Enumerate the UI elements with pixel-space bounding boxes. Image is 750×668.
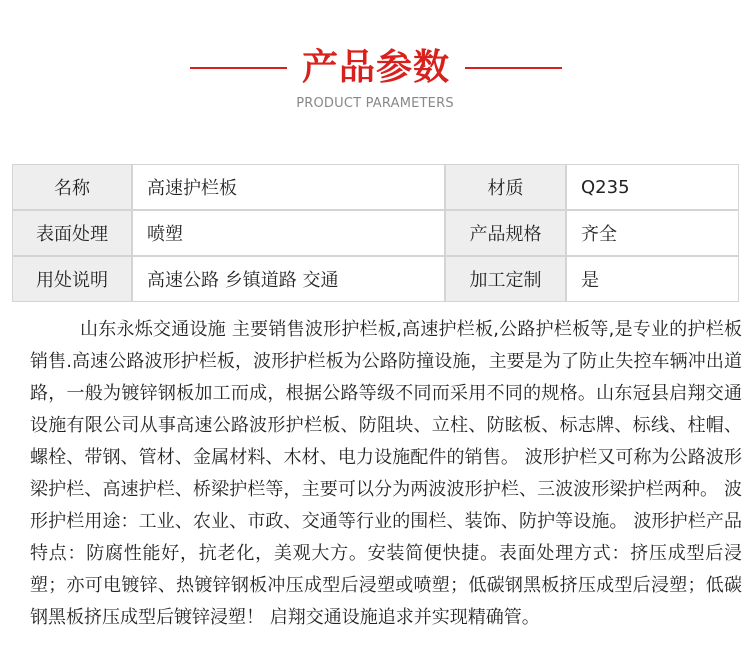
page-title: 产品参数: [301, 47, 450, 88]
table-row: [12, 256, 739, 302]
title-row: [0, 44, 750, 92]
param-label-surface: 表面处理: [12, 210, 132, 256]
param-value-surface: 喷塑: [132, 210, 445, 256]
table-row: [12, 210, 739, 256]
param-label-custom: 加工定制: [445, 256, 566, 302]
product-parameters-table: [12, 164, 739, 302]
param-value-name: 高速护栏板: [132, 164, 445, 210]
title-divider-right: [465, 67, 562, 69]
param-value-spec: 齐全: [566, 210, 739, 256]
param-value-usage: 高速公路 乡镇道路 交通: [132, 256, 445, 302]
param-value-custom: 是: [566, 256, 739, 302]
page-subtitle: PRODUCT PARAMETERS: [296, 96, 454, 111]
title-divider-left: [190, 67, 287, 69]
section-header: [0, 0, 750, 130]
param-label-name: 名称: [12, 164, 132, 210]
param-value-material: Q235: [566, 164, 739, 210]
param-label-spec: 产品规格: [445, 210, 566, 256]
param-label-usage: 用处说明: [12, 256, 132, 302]
table-row: [12, 164, 739, 210]
param-label-material: 材质: [445, 164, 566, 210]
product-description: 山东永烁交通设施 主要销售波形护栏板,高速护栏板,公路护栏板等,是专业的护栏板销售.高速公路波形护栏板，波形护栏板为公路防撞设施，主要是为了防止失控车辆冲出道路，一般为镀锌钢板加工而成，根据公路等级不同而采用不同的规格。山东冠县启翔交通设施有限公司从事高速公路波形护栏板、防阻块、立柱、防眩板、标志牌、标线、柱帽、螺栓、带钢、管材、金属材料、木材、电力设施配件的销售。 波形护栏又可称为公路波形梁护栏、高速护栏、桥梁护栏等，主要可以分为两波波形护栏、三波波形梁护栏两种。 波形护栏用途：工业、农业、市政、交通等行业的围栏、装饰、防护等设施。 波形护栏产品特点：防腐性能好，抗老化，美观大方。安装简便快捷。表面处理方式：挤压成型后浸塑；亦可电镀锌、热镀锌钢板冲压成型后浸塑或喷塑；低碳钢黑板挤压成型后浸塑；低碳钢黑板挤压成型后镀锌浸塑！ 启翔交通设施追求并实现精确管。: [30, 319, 742, 628]
